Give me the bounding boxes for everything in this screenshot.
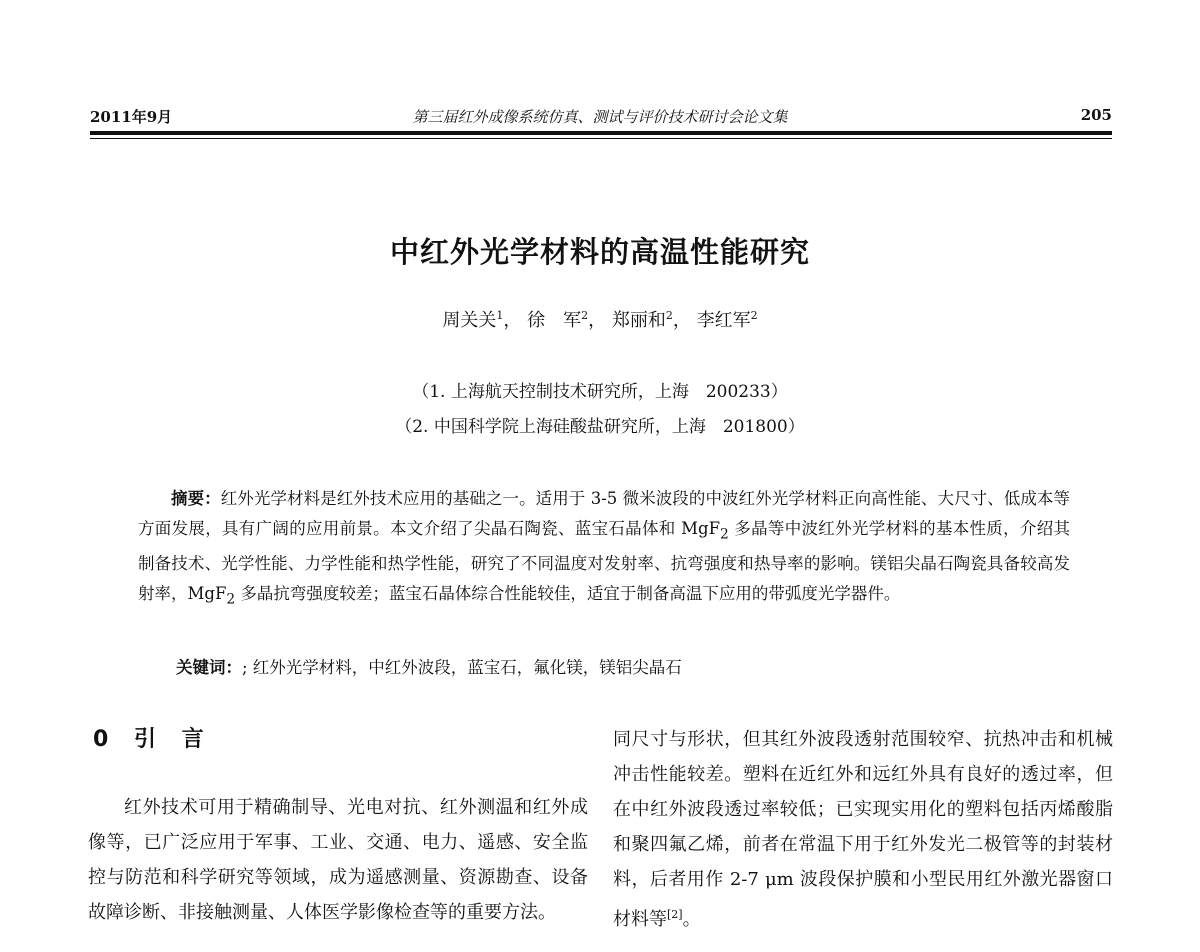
- body-paragraph: 红外技术可用于精确制导、光电对抗、红外测温和红外成像等，已广泛应用于军事、工业、交通、电力、遥感、安全监控与防范和科学研究等领域，成为遥感测量、资源勘查、设备故障诊断、非接触测量、人体医学影像检查等的重要方法。: [88, 797, 588, 923]
- section-title: 引 言: [133, 727, 204, 752]
- citation-ref: [2]: [667, 908, 683, 921]
- body-left-column: [88, 790, 588, 930]
- author: 徐 军$^2$，: [527, 309, 607, 331]
- header-rule-thin: [90, 138, 1112, 139]
- running-header: [90, 104, 1112, 130]
- abstract: 摘要：红外光学材料是红外技术应用的基础之一。适用于 3-5 微米波段的中波红外光学材料正向高性能、大尺寸、低成本等方面发展，具有广阔的应用前景。本文介绍了尖晶石陶瓷、蓝宝石晶体和 MgF$_2$ 多晶等中波红外光学材料的基本性质，介绍其制备技术、光学性能、力学性能和热学性能，研究了不同温度对发射率、抗弯强度和热导率的影响。镁铝尖晶石陶瓷具备较高发射率，MgF$_2$ 多晶抗弯强度较差；蓝宝石晶体综合性能较佳，适宜于制备高温下应用的带弧度光学器件。: [138, 489, 1071, 608]
- keywords: [176, 654, 682, 678]
- header-page-number: 205: [1080, 106, 1112, 124]
- body-paragraph: 同尺寸与形状，但其红外波段透射范围较窄、抗热冲击和机械冲击性能较差。塑料在近红外和远红外具有良好的透过率，但在中红外波段透过率较低；已实现实用化的塑料包括丙烯酸脂和聚四氟乙烯，前者在常温下用于红外发光二极管等的封装材料，后者用作 2-7 μm 波段保护膜和小型民用红外激光器窗口材料等[2]。: [613, 729, 1113, 930]
- keywords-label: 关键词：: [176, 658, 242, 677]
- affiliation-2: （2. 中国科学院上海硅酸盐研究所，上海 201800）: [395, 417, 805, 437]
- header-journal-title: 第三届红外成像系统仿真、测试与评价技术研讨会论文集: [412, 108, 788, 126]
- author: 周关关$^1$，: [442, 309, 522, 331]
- author-list: [0, 306, 1200, 332]
- section-number: 0: [93, 727, 109, 752]
- section-heading: [93, 722, 204, 753]
- body-right-column: [613, 722, 1113, 937]
- abstract-text: 红外光学材料是红外技术应用的基础之一。适用于 3-5 微米波段的中波红外光学材料正向高性能、大尺寸、低成本等方面发展，具有广阔的应用前景。本文介绍了尖晶石陶瓷、蓝宝石晶体和 MgF: [138, 489, 1071, 538]
- author: 郑丽和$^2$，: [611, 309, 691, 331]
- header-date: 2011年9月: [90, 108, 173, 126]
- paper-title: 中红外光学材料的高温性能研究: [389, 235, 810, 269]
- author: 李红军$^2$: [696, 309, 758, 331]
- keywords-text: ; 红外光学材料，中红外波段，蓝宝石，氟化镁，镁铝尖晶石: [242, 658, 682, 677]
- affiliation-1: （1. 上海航天控制技术研究所，上海 200233）: [412, 382, 788, 402]
- abstract-label: 摘要：: [171, 489, 221, 508]
- header-rule-thick: [90, 131, 1112, 135]
